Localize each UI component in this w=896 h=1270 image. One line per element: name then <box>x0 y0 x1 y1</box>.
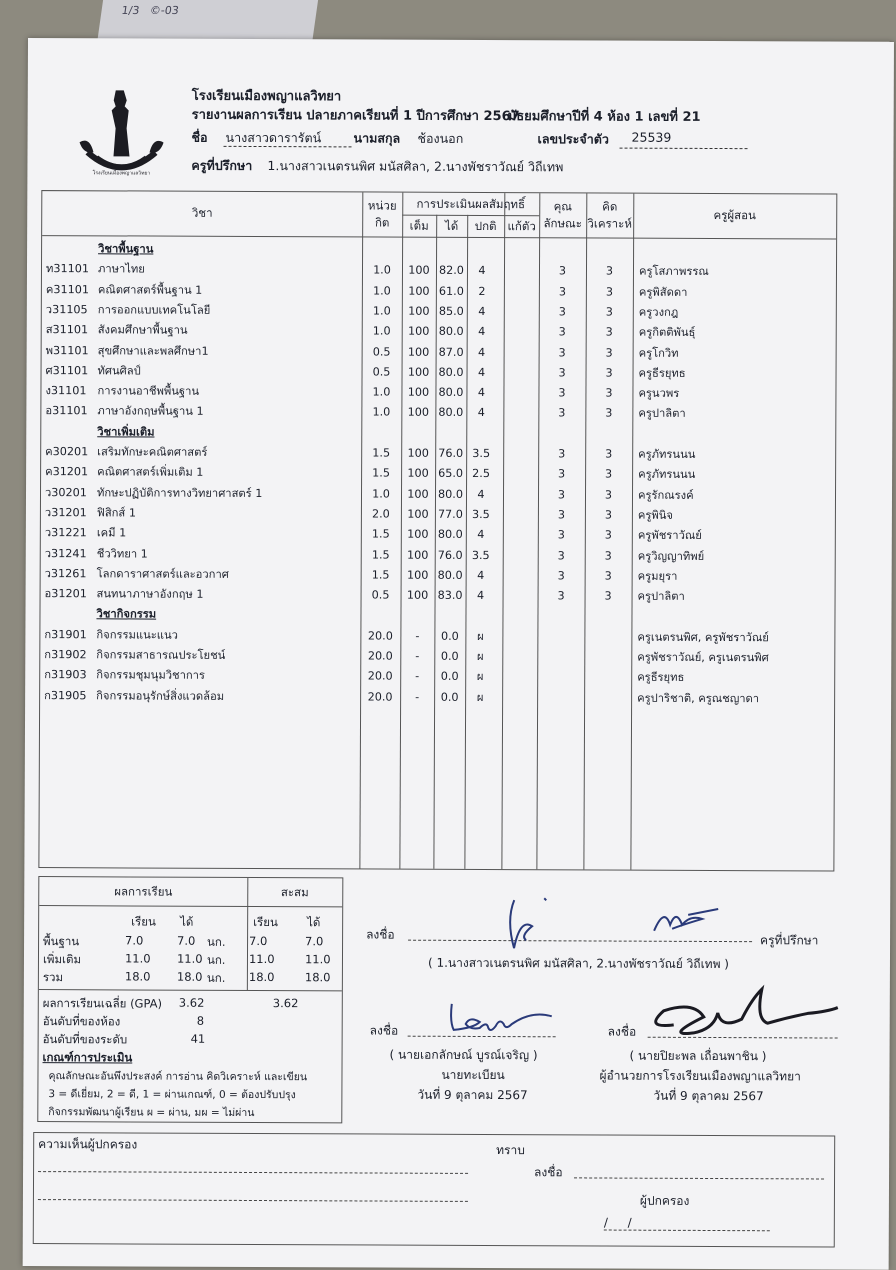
cell-credit: 1.0 <box>362 281 402 301</box>
cell-code: พ31101 <box>46 341 89 361</box>
cell-teacher: ครูปาลิตา <box>638 587 685 607</box>
cell-name: ฟิสิกส์ 1 <box>97 503 136 523</box>
cell-code: ว31261 <box>45 564 87 584</box>
criteria-title: เกณฑ์การประเมิน <box>43 1049 133 1067</box>
cell-full: 100 <box>402 342 436 362</box>
summary-label: พื้นฐาน <box>43 933 79 951</box>
cell-credit: 1.0 <box>362 322 402 342</box>
cell-code: ว31221 <box>45 523 87 543</box>
student-name: นางสาวดารารัตน์ <box>226 128 322 148</box>
advisor-role: ครูที่ปรึกษา <box>760 931 818 950</box>
cell-grade: 4 <box>466 586 496 606</box>
cell-teacher: ครูกิตติพันธุ์ <box>639 323 696 343</box>
cell-code: ส31101 <box>46 320 89 340</box>
parent-sign-line[interactable] <box>574 1177 824 1179</box>
cell-think: 3 <box>585 526 632 546</box>
cell-credit: 1.0 <box>362 261 402 281</box>
rank-level-value: 41 <box>191 1032 206 1046</box>
cell-full: 100 <box>401 464 435 484</box>
cell-grade: 4 <box>467 363 497 383</box>
col-subject: วิชา <box>42 205 362 221</box>
director-role: ผู้อำนวยการโรงเรียนเมืองพญาแลวิทยา <box>599 1067 800 1087</box>
cell-code: ว30201 <box>45 483 87 503</box>
cell-virtue: 3 <box>538 546 585 566</box>
cell-teacher: ครูภัทรนนน <box>638 445 695 465</box>
cell-got: 85.0 <box>436 302 467 322</box>
cell-name: ภาษาอังกฤษพื้นฐาน 1 <box>97 402 203 422</box>
cell-full: 100 <box>401 505 435 525</box>
cell-got: 76.0 <box>435 444 466 464</box>
surname-label: นามสกุล <box>354 128 401 148</box>
cell-code: อ31201 <box>45 584 87 604</box>
cell-got: 76.0 <box>435 545 466 565</box>
cell-code: ว31105 <box>46 300 88 320</box>
cell-got: 80.0 <box>435 525 466 545</box>
cell-full: 100 <box>402 281 436 301</box>
cell-virtue: 3 <box>538 485 585 505</box>
cell-teacher: ครูรักณรงค์ <box>638 485 694 505</box>
cell-teacher: ครูโกวิท <box>639 343 679 363</box>
cell-name: คณิตศาสตร์เพิ่มเติม 1 <box>97 463 203 483</box>
cell-got: 82.0 <box>436 261 467 281</box>
cell-grade: 4 <box>466 383 496 403</box>
cell-name: คณิตศาสตร์พื้นฐาน 1 <box>98 280 203 300</box>
summary-study: 18.0 <box>125 969 151 983</box>
summary-cum-got-head: ได้ <box>307 914 320 932</box>
col-virtue-2: ลักษณะ <box>539 216 586 231</box>
cell-credit: 1.5 <box>361 443 401 463</box>
cell-code: ค30201 <box>45 442 88 462</box>
report-title: รายงานผลการเรียน ปลายภาคเรียนที่ 1 ปีการศึกษา 2567 <box>192 104 520 126</box>
gpa-cumulative: 3.62 <box>273 996 299 1010</box>
cell-credit: 1.5 <box>361 464 401 484</box>
cell-full: - <box>400 667 434 687</box>
student-id: 25539 <box>632 130 672 145</box>
cell-full: - <box>400 626 434 646</box>
cell-grade: 4 <box>467 261 497 281</box>
cell-think: 3 <box>585 384 632 404</box>
cell-full: 100 <box>402 261 436 281</box>
grades-rows <box>42 191 836 194</box>
director-date: วันที่ 9 ตุลาคม 2567 <box>653 1087 763 1106</box>
cell-grade: 3.5 <box>466 444 496 464</box>
cell-teacher: ครูวงกฎ <box>639 303 679 323</box>
cell-name: เสริมทักษะคณิตศาสตร์ <box>97 442 207 462</box>
summary-unit: นก. <box>207 970 226 988</box>
summary-cum_study: 7.0 <box>249 934 267 948</box>
cell-teacher: ครูธีรยุทธ <box>638 363 685 383</box>
cell-virtue: 3 <box>538 566 585 586</box>
cell-think: 3 <box>585 587 632 607</box>
summary-got: 18.0 <box>177 970 203 984</box>
cell-credit: 20.0 <box>360 687 400 707</box>
cell-virtue: 3 <box>539 262 586 282</box>
cell-credit: 1.5 <box>361 525 401 545</box>
gpa-value: 3.62 <box>179 996 205 1010</box>
cell-credit: 1.0 <box>361 383 401 403</box>
cell-got: 80.0 <box>436 363 467 383</box>
summary-cum_got: 18.0 <box>305 970 331 984</box>
cell-full: 100 <box>402 362 436 382</box>
cell-grade: ผ <box>465 627 495 647</box>
col-think-1: คิด <box>586 199 633 214</box>
grades-table <box>38 190 837 871</box>
registrar-role: นายทะเบียน <box>441 1066 504 1085</box>
criteria-line-1: คุณลักษณะอันพึงประสงค์ การอ่าน คิดวิเคราะห์ และเขียน <box>48 1067 307 1085</box>
summary-study: 11.0 <box>125 951 151 965</box>
cell-code: ง31101 <box>45 381 86 401</box>
cell-grade: 4 <box>467 302 497 322</box>
cell-think: 3 <box>586 323 633 343</box>
advisor-signature-1 <box>494 890 604 960</box>
svg-text:โรงเรียนเมืองพญาแลวิทยา: โรงเรียนเมืองพญาแลวิทยา <box>93 169 151 176</box>
registrar-sign-label: ลงชื่อ <box>370 1022 399 1041</box>
student-surname: ช้องนอก <box>418 129 464 149</box>
cell-got: 80.0 <box>435 383 466 403</box>
director-signature <box>644 985 854 1046</box>
cell-virtue: 3 <box>538 505 585 525</box>
cell-grade: 4 <box>466 485 496 505</box>
cell-name: การงานอาชีพพื้นฐาน <box>97 381 199 401</box>
cell-credit: 1.0 <box>361 403 401 423</box>
advisor-sign-label: ลงชื่อ <box>366 925 395 944</box>
criteria-line-2: 3 = ดีเยี่ยม, 2 = ดี, 1 = ผ่านเกณฑ์, 0 = ต้องปรับปรุง <box>48 1085 295 1103</box>
cell-credit: 0.5 <box>362 362 402 382</box>
cell-full: 100 <box>401 545 435 565</box>
summary-cum_study: 18.0 <box>249 970 275 984</box>
cell-grade: 4 <box>466 525 496 545</box>
summary-got: 7.0 <box>177 934 195 948</box>
cell-virtue: 3 <box>539 322 586 342</box>
summary-label: รวม <box>43 969 63 987</box>
registrar-date: วันที่ 9 ตุลาคม 2567 <box>417 1086 527 1105</box>
parent-opinion-label: ความเห็นผู้ปกครอง <box>38 1135 137 1154</box>
cell-code: ศ31101 <box>46 361 89 381</box>
cell-think: 3 <box>585 444 632 464</box>
cell-teacher: ครูพัชราวัณย์ <box>638 526 702 546</box>
cell-name: กิจกรรมชุมนุมวิชาการ <box>96 666 205 686</box>
cell-credit: 0.5 <box>361 586 401 606</box>
cell-code: ก31905 <box>44 686 86 706</box>
section-title: วิชาเพิ่มเติม <box>97 422 154 442</box>
cell-teacher: ครูปาลิตา <box>638 404 685 424</box>
cell-teacher: ครูมยุรา <box>638 566 678 586</box>
cell-name: กิจกรรมสาธารณประโยชน์ <box>96 645 225 666</box>
cell-got: 83.0 <box>435 586 466 606</box>
background-card-text: 1/3 ©-03 <box>121 4 180 17</box>
cell-name: กิจกรรมอนุรักษ์สิ่งแวดล้อม <box>96 686 224 707</box>
cell-code: ก31901 <box>44 625 86 645</box>
cell-name: ทัศนศิลป์ <box>98 361 141 381</box>
advisor-signature-2 <box>644 901 744 941</box>
cell-think: 3 <box>585 363 632 383</box>
cell-grade: 4 <box>467 322 497 342</box>
cell-teacher: ครูพัชราวัณย์, ครูเนตรนพิศ <box>637 648 769 669</box>
cell-credit: 1.0 <box>362 301 402 321</box>
cell-name: สุขศึกษาและพลศึกษา1 <box>98 341 209 361</box>
cell-got: 0.0 <box>434 647 465 667</box>
school-logo-icon <box>75 82 167 178</box>
advisor-value: 1.นางสาวเนตรนพิศ มนัสศิลา, 2.นางพัชราวัณย์ วิถีเทพ <box>267 156 563 177</box>
col-think-2: วิเคราะห์ <box>586 216 633 231</box>
summary-label: เพิ่มเติม <box>43 951 81 969</box>
name-label: ชื่อ <box>192 128 208 148</box>
background-card <box>97 0 318 44</box>
section-title: วิชากิจกรรม <box>96 605 156 625</box>
cell-teacher: ครูนวพร <box>638 384 679 404</box>
cell-credit: 20.0 <box>360 646 400 666</box>
cell-think: 3 <box>585 485 632 505</box>
parent-date-slashes: / / <box>604 1216 640 1230</box>
cell-grade: 3.5 <box>466 505 496 525</box>
cell-teacher: ครูโสภาพรรณ <box>639 262 709 282</box>
advisor-label: ครูที่ปรึกษา <box>191 156 252 176</box>
id-underline <box>620 148 748 150</box>
cell-think: 3 <box>585 465 632 485</box>
cell-teacher: ครูพินิจ <box>638 506 673 526</box>
cell-credit: 20.0 <box>360 626 400 646</box>
cell-teacher: ครูธีรยุทธ <box>637 668 684 688</box>
cell-teacher: ครูพิสัดดา <box>639 282 688 302</box>
cell-full: 100 <box>401 525 435 545</box>
cell-name: ภาษาไทย <box>98 260 145 280</box>
cell-think: 3 <box>586 262 633 282</box>
col-virtue-1: คุณ <box>539 199 586 214</box>
cell-virtue: 3 <box>538 444 585 464</box>
cell-virtue: 3 <box>538 586 585 606</box>
registrar-signature <box>444 1000 564 1041</box>
col-normal: ปกติ <box>467 219 504 234</box>
registrar-name: ( นายเอกลักษณ์ บูรณ์เจริญ ) <box>390 1046 538 1066</box>
report-card-paper <box>23 38 894 1270</box>
section-title: วิชาพื้นฐาน <box>98 239 153 259</box>
rank-room-label: อันดับที่ของห้อง <box>43 1013 121 1031</box>
class-info: มัธยมศึกษาปีที่ 4 ห้อง 1 เลขที่ 21 <box>508 105 701 127</box>
col-full: เต็ม <box>402 219 436 234</box>
cell-full: 100 <box>401 484 435 504</box>
cell-got: 87.0 <box>436 342 467 362</box>
cell-name: ชีววิทยา 1 <box>97 544 148 564</box>
cell-full: - <box>400 647 434 667</box>
summary-box <box>37 876 343 1123</box>
cell-got: 0.0 <box>434 667 465 687</box>
cell-full: 100 <box>401 383 435 403</box>
cell-full: 100 <box>401 565 435 585</box>
table-row <box>40 686 834 710</box>
cell-got: 80.0 <box>435 403 466 423</box>
cell-got: 65.0 <box>435 464 466 484</box>
director-sign-label: ลงชื่อ <box>608 1023 637 1042</box>
cell-code: ว31241 <box>45 544 87 564</box>
summary-cum_got: 11.0 <box>305 952 331 966</box>
cell-code: ก31903 <box>44 665 86 685</box>
summary-unit: นก. <box>207 952 226 970</box>
cell-think: 3 <box>586 343 633 363</box>
summary-cumulative-label: สะสม <box>247 884 342 902</box>
cell-teacher: ครูเนตรนพิศ, ครูพัชราวัณย์ <box>637 627 769 648</box>
cell-name: โลกดาราศาสตร์และอวกาศ <box>97 564 229 585</box>
cell-think: 3 <box>585 404 632 424</box>
cell-think: 3 <box>585 566 632 586</box>
cell-code: ค31101 <box>46 280 89 300</box>
cell-got: 0.0 <box>434 626 465 646</box>
col-credit-2: กิต <box>362 215 402 230</box>
cell-name: สังคมศึกษาพื้นฐาน <box>98 320 188 340</box>
cell-name: เคมี 1 <box>97 523 126 543</box>
cell-grade: 4 <box>466 403 496 423</box>
cell-credit: 20.0 <box>360 667 400 687</box>
cell-think: 3 <box>585 546 632 566</box>
col-credit-1: หน่วย <box>362 198 402 213</box>
rank-level-label: อันดับที่ของระดับ <box>43 1031 128 1049</box>
cell-grade: 2.5 <box>466 464 496 484</box>
cell-grade: ผ <box>465 647 495 667</box>
cell-think: 3 <box>586 302 633 322</box>
summary-results-label: ผลการเรียน <box>39 883 247 902</box>
summary-study-head: เรียน <box>131 913 156 931</box>
summary-unit: นก. <box>207 934 226 952</box>
cell-code: อ31101 <box>45 401 87 421</box>
cell-code: ท31101 <box>46 259 89 279</box>
cell-virtue: 3 <box>538 525 585 545</box>
cell-code: ก31902 <box>44 645 86 665</box>
cell-name: การออกแบบเทคโนโลยี <box>98 300 211 320</box>
col-teacher: ครูผู้สอน <box>633 208 836 224</box>
cell-grade: ผ <box>465 688 495 708</box>
cell-virtue: 3 <box>538 383 585 403</box>
cell-grade: 4 <box>467 342 497 362</box>
summary-cum_study: 11.0 <box>249 952 275 966</box>
cell-credit: 2.0 <box>361 504 401 524</box>
cell-credit: 0.5 <box>362 342 402 362</box>
cell-teacher: ครูวิญญาทิพย์ <box>638 546 705 566</box>
col-got: ได้ <box>436 219 467 234</box>
criteria-line-3: กิจกรรมพัฒนาผู้เรียน ผ = ผ่าน, มผ = ไม่ผ่าน <box>48 1103 254 1121</box>
cell-code: ว31201 <box>45 503 87 523</box>
cell-teacher: ครูภัทรนนน <box>638 465 695 485</box>
cell-got: 77.0 <box>435 505 466 525</box>
cell-teacher: ครูปาริชาติ, ครูณชญาดา <box>637 688 759 709</box>
cell-grade: ผ <box>465 667 495 687</box>
cell-think: 3 <box>586 282 633 302</box>
summary-study: 7.0 <box>125 933 143 947</box>
parent-ack-label: ทราบ <box>496 1141 525 1160</box>
summary-got: 11.0 <box>177 952 203 966</box>
cell-name: กิจกรรมแนะแนว <box>96 625 178 645</box>
advisor-names: ( 1.นางสาวเนตรนพิศ มนัสศิลา, 2.นางพัชราวัณย์ วิถีเทพ ) <box>428 954 729 974</box>
cell-name: สนทนาภาษาอังกฤษ 1 <box>97 584 204 604</box>
cell-full: 100 <box>402 302 436 322</box>
cell-full: 100 <box>401 586 435 606</box>
cell-virtue: 3 <box>539 302 586 322</box>
cell-full: 100 <box>402 322 436 342</box>
cell-virtue: 3 <box>539 343 586 363</box>
cell-virtue: 3 <box>539 282 586 302</box>
cell-virtue: 3 <box>538 465 585 485</box>
cell-got: 80.0 <box>436 322 467 342</box>
parent-date-line[interactable] <box>604 1230 770 1232</box>
rank-room-value: 8 <box>197 1014 204 1028</box>
col-assess: การประเมินผลสัมฤทธิ์ <box>402 197 539 213</box>
director-name: ( นายปิยะพล เถื่อนพาชิน ) <box>630 1047 767 1067</box>
school-name: โรงเรียนเมืองพญาแลวิทยา <box>192 85 342 107</box>
parent-role: ผู้ปกครอง <box>640 1192 690 1211</box>
id-label: เลขประจำตัว <box>538 129 609 149</box>
summary-cum-study-head: เรียน <box>253 914 278 932</box>
summary-got-head: ได้ <box>180 914 193 932</box>
cell-code: ค31201 <box>45 462 88 482</box>
cell-got: 80.0 <box>435 484 466 504</box>
cell-got: 80.0 <box>435 566 466 586</box>
cell-credit: 1.5 <box>361 565 401 585</box>
gpa-label: ผลการเรียนเฉลี่ย (GPA) <box>43 995 162 1014</box>
cell-think: 3 <box>585 505 632 525</box>
cell-full: - <box>400 687 434 707</box>
opinion-line-2[interactable] <box>38 1199 468 1202</box>
cell-credit: 1.5 <box>361 545 401 565</box>
cell-full: 100 <box>401 444 435 464</box>
cell-got: 61.0 <box>436 281 467 301</box>
cell-virtue: 3 <box>538 404 585 424</box>
cell-full: 100 <box>401 403 435 423</box>
parent-comment-box <box>33 1132 835 1247</box>
summary-cum_got: 7.0 <box>305 934 323 948</box>
col-fixed: แก้ตัว <box>504 219 539 234</box>
cell-credit: 1.0 <box>361 484 401 504</box>
cell-grade: 3.5 <box>466 545 496 565</box>
opinion-line-1[interactable] <box>38 1171 468 1174</box>
parent-sign-label: ลงชื่อ <box>534 1163 563 1182</box>
cell-grade: 4 <box>466 566 496 586</box>
cell-got: 0.0 <box>434 687 465 707</box>
cell-name: ทักษะปฏิบัติการทางวิทยาศาสตร์ 1 <box>97 483 262 504</box>
cell-virtue: 3 <box>538 363 585 383</box>
cell-grade: 2 <box>467 282 497 302</box>
